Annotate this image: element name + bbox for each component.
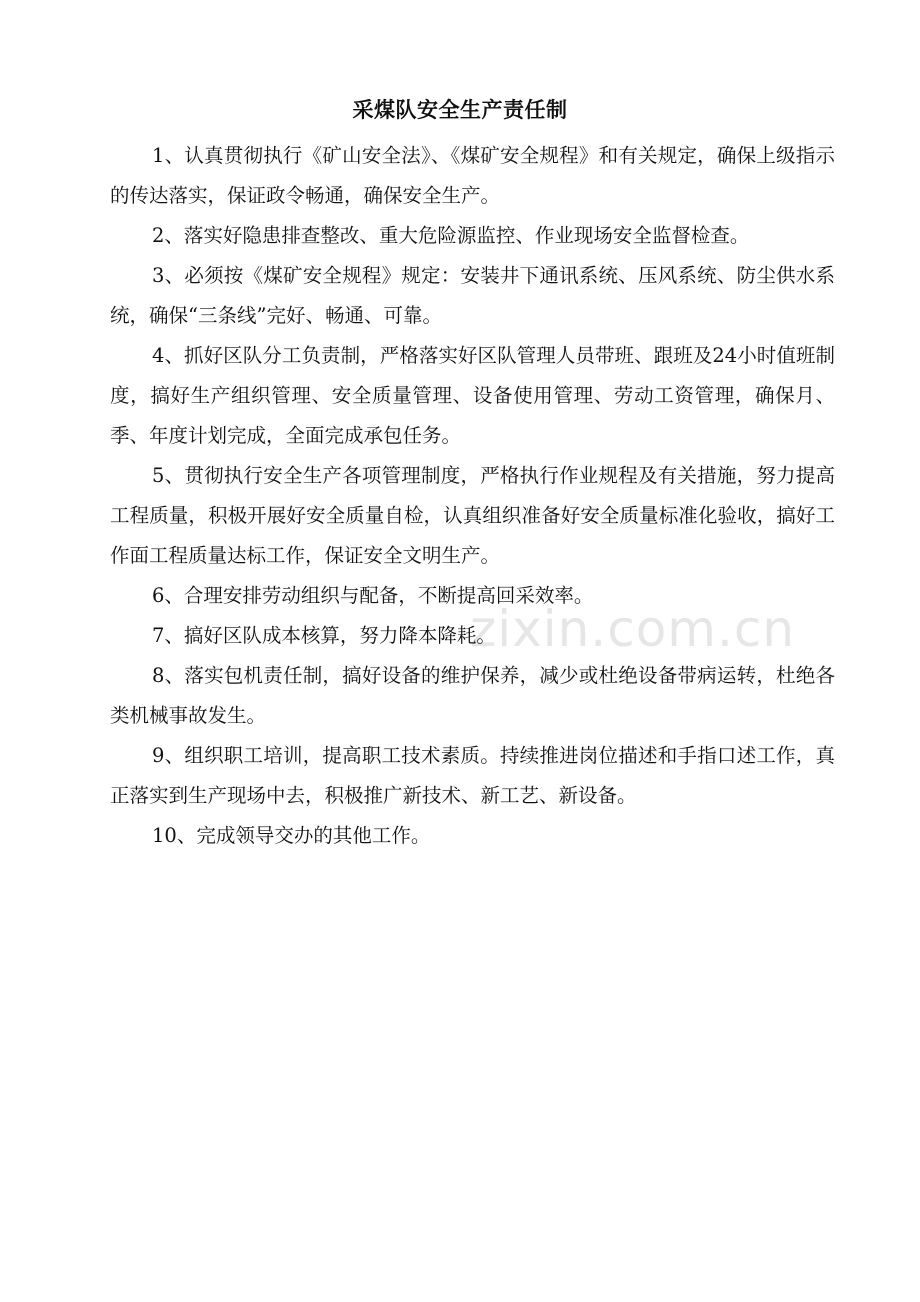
clause-7: 7、搞好区队成本核算，努力降本降耗。 bbox=[152, 624, 496, 647]
clause-9: 9、组织职工培训，提高职工技术素质。持续推进岗位描述和手指口述工作，真正落实到生产现场中去，积极推广新技术、新工艺、新设备。 bbox=[110, 744, 835, 807]
watermark: zixin.com.cn bbox=[470, 600, 796, 658]
clause-1: 1、认真贯彻执行《矿山安全法》、《煤矿安全规程》和有关规定，确保上级指示的传达落实，保证政令畅通，确保安全生产。 bbox=[110, 144, 835, 207]
document-title: 采煤队安全生产责任制 bbox=[352, 98, 568, 122]
clause-3: 3、必须按《煤矿安全规程》规定：安装井下通讯系统、压风系统、防尘供水系统，确保“三条线”完好、畅通、可靠。 bbox=[110, 264, 835, 327]
document-body bbox=[110, 136, 835, 856]
clause-8: 8、落实包机责任制，搞好设备的维护保养，减少或杜绝设备带病运转，杜绝各类机械事故发生。 bbox=[110, 664, 835, 727]
clause-5: 5、贯彻执行安全生产各项管理制度，严格执行作业规程及有关措施，努力提高工程质量，积极开展好安全质量自检，认真组织准备好安全质量标准化验收，搞好工作面工程质量达标工作，保证安全文明生产。 bbox=[110, 464, 835, 567]
clause-10: 10、完成领导交办的其他工作。 bbox=[152, 824, 431, 847]
clause-6: 6、合理安排劳动组织与配备，不断提高回采效率。 bbox=[152, 584, 594, 607]
clause-4: 4、抓好区队分工负责制，严格落实好区队管理人员带班、跟班及24小时值班制度，搞好生产组织管理、安全质量管理、设备使用管理、劳动工资管理，确保月、季、年度计划完成，全面完成承包任务。 bbox=[110, 344, 835, 447]
clause-2: 2、落实好隐患排查整改、重大危险源监控、作业现场安全监督检查。 bbox=[152, 224, 750, 247]
